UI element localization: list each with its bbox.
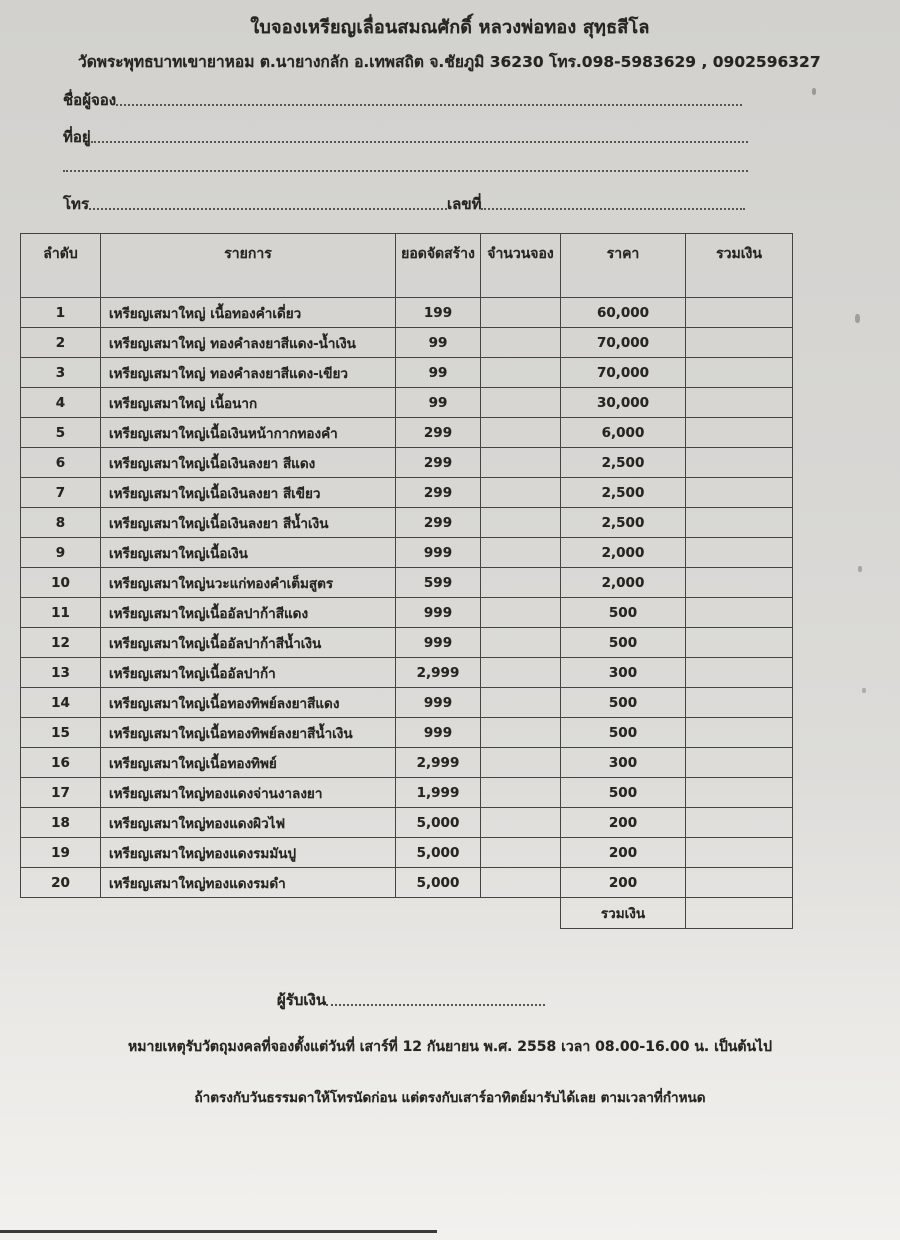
price: 300: [561, 658, 686, 688]
receiver-fill-line: [326, 1004, 545, 1006]
made-count: 99: [396, 358, 481, 388]
phone-fill-line: [89, 208, 447, 210]
summary-spacer: [396, 898, 481, 929]
table-row: [21, 328, 793, 358]
order-qty-cell: [481, 778, 561, 808]
price: 300: [561, 748, 686, 778]
summary-spacer: [21, 898, 101, 929]
receiver-label: ผู้รับเงิน: [277, 991, 327, 1009]
order-qty-cell: [481, 688, 561, 718]
price: 2,500: [561, 478, 686, 508]
col-header-row-no: ลำดับ: [21, 234, 101, 298]
summary-total-label: รวมเงิน: [561, 898, 686, 929]
item-name: เหรียญเสมาใหญ่นวะแก่ทองคำเต็มสูตร: [101, 568, 396, 598]
number-fill-line: [481, 208, 745, 210]
row-no: 12: [21, 628, 101, 658]
made-count: 99: [396, 388, 481, 418]
row-total-cell: [686, 688, 793, 718]
col-header-made-count: ยอดจัดสร้าง: [396, 234, 481, 298]
made-count: 299: [396, 448, 481, 478]
table-row: [21, 448, 793, 478]
order-qty-cell: [481, 328, 561, 358]
order-qty-cell: [481, 838, 561, 868]
item-name: เหรียญเสมาใหญ่ ทองคำลงยาสีแดง-น้ำเงิน: [101, 328, 396, 358]
order-qty-cell: [481, 568, 561, 598]
row-no: 4: [21, 388, 101, 418]
order-qty-cell: [481, 658, 561, 688]
item-name: เหรียญเสมาใหญ่เนื้ออัลปาก้าสีน้ำเงิน: [101, 628, 396, 658]
row-no: 3: [21, 358, 101, 388]
summary-spacer: [101, 898, 396, 929]
order-qty-cell: [481, 868, 561, 898]
orderer-name-fill-line: [116, 104, 742, 106]
row-total-cell: [686, 598, 793, 628]
table-row: [21, 538, 793, 568]
table-row: [21, 628, 793, 658]
address-fill-line-2: [63, 170, 748, 172]
row-no: 19: [21, 838, 101, 868]
scan-speck: [858, 566, 862, 572]
item-name: เหรียญเสมาใหญ่เนื้อทองทิพย์: [101, 748, 396, 778]
summary-total-cell: [686, 898, 793, 929]
item-name: เหรียญเสมาใหญ่ เนื้อทองคำเดี่ยว: [101, 298, 396, 328]
table-header-row: [21, 234, 793, 298]
price: 2,500: [561, 448, 686, 478]
table-row: [21, 718, 793, 748]
table-row: [21, 688, 793, 718]
address-continuation-field: [63, 150, 748, 176]
order-qty-cell: [481, 418, 561, 448]
row-total-cell: [686, 418, 793, 448]
table-row: [21, 508, 793, 538]
table-row: [21, 598, 793, 628]
row-no: 1: [21, 298, 101, 328]
order-qty-cell: [481, 748, 561, 778]
table-row: [21, 298, 793, 328]
made-count: 999: [396, 598, 481, 628]
row-no: 8: [21, 508, 101, 538]
temple-address-line: วัดพระพุทธบาทเขายาหอม ต.นายางกลัก อ.เทพสถิต จ.ชัยภูมิ 36230 โทร.098-5983629 , 0902596327: [78, 53, 821, 71]
receiver-field: [277, 982, 545, 1010]
order-qty-cell: [481, 628, 561, 658]
price: 2,500: [561, 508, 686, 538]
orderer-name-label: ชื่อผู้จอง: [63, 91, 117, 109]
item-name: เหรียญเสมาใหญ่เนื้อเงิน: [101, 538, 396, 568]
row-total-cell: [686, 568, 793, 598]
summary-row: [21, 898, 793, 929]
col-header-order-qty-cell: จำนวนจอง: [481, 234, 561, 298]
price: 500: [561, 778, 686, 808]
pickup-note: หมายเหตุรับวัตถุมงคลที่จองตั้งแต่วันที่ เสาร์ที่ 12 กันยายน พ.ศ. 2558 เวลา 08.00-16.00 น. เป็นต้นไป: [128, 1039, 772, 1055]
made-count: 5,000: [396, 808, 481, 838]
price: 6,000: [561, 418, 686, 448]
row-total-cell: [686, 838, 793, 868]
table-row: [21, 868, 793, 898]
summary-spacer: [481, 898, 561, 929]
table-row: [21, 418, 793, 448]
made-count: 999: [396, 538, 481, 568]
row-total-cell: [686, 718, 793, 748]
col-header-item-name: รายการ: [101, 234, 396, 298]
item-name: เหรียญเสมาใหญ่เนื้อทองทิพย์ลงยาสีแดง: [101, 688, 396, 718]
row-total-cell: [686, 298, 793, 328]
made-count: 2,999: [396, 658, 481, 688]
made-count: 5,000: [396, 868, 481, 898]
item-name: เหรียญเสมาใหญ่ทองแดงผิวไฟ: [101, 808, 396, 838]
scan-speck: [812, 88, 816, 95]
item-name: เหรียญเสมาใหญ่ เนื้อนาก: [101, 388, 396, 418]
row-no: 10: [21, 568, 101, 598]
item-name: เหรียญเสมาใหญ่เนื้อเงินลงยา สีแดง: [101, 448, 396, 478]
made-count: 999: [396, 688, 481, 718]
row-no: 6: [21, 448, 101, 478]
row-no: 2: [21, 328, 101, 358]
order-qty-cell: [481, 358, 561, 388]
price: 2,000: [561, 538, 686, 568]
address-fill-line: [91, 141, 748, 143]
item-name: เหรียญเสมาใหญ่เนื้ออัลปาก้าสีแดง: [101, 598, 396, 628]
table-row: [21, 838, 793, 868]
phone-and-number-field: [63, 186, 745, 214]
item-name: เหรียญเสมาใหญ่เนื้อทองทิพย์ลงยาสีน้ำเงิน: [101, 718, 396, 748]
price: 200: [561, 808, 686, 838]
row-no: 11: [21, 598, 101, 628]
table-row: [21, 778, 793, 808]
table-row: [21, 568, 793, 598]
pickup-note-2: ถ้าตรงกับวันธรรมดาให้โทรนัดก่อน แต่ตรงกับเสาร์อาทิตย์มารับได้เลย ตามเวลาที่กำหนด: [194, 1090, 706, 1106]
row-no: 5: [21, 418, 101, 448]
orderer-name-field: [63, 84, 742, 110]
table-row: [21, 658, 793, 688]
made-count: 5,000: [396, 838, 481, 868]
table-row: [21, 388, 793, 418]
order-table-body: [21, 298, 793, 929]
row-total-cell: [686, 328, 793, 358]
item-name: เหรียญเสมาใหญ่เนื้อเงินลงยา สีน้ำเงิน: [101, 508, 396, 538]
scan-edge-artifact: [0, 1230, 437, 1233]
order-qty-cell: [481, 298, 561, 328]
order-qty-cell: [481, 598, 561, 628]
price: 60,000: [561, 298, 686, 328]
table-row: [21, 358, 793, 388]
price: 70,000: [561, 328, 686, 358]
row-total-cell: [686, 478, 793, 508]
order-table-head: [21, 234, 793, 298]
row-no: 15: [21, 718, 101, 748]
made-count: 999: [396, 628, 481, 658]
row-no: 16: [21, 748, 101, 778]
item-name: เหรียญเสมาใหญ่เนื้อเงินลงยา สีเขียว: [101, 478, 396, 508]
made-count: 299: [396, 508, 481, 538]
row-total-cell: [686, 628, 793, 658]
made-count: 999: [396, 718, 481, 748]
order-qty-cell: [481, 718, 561, 748]
row-no: 14: [21, 688, 101, 718]
address-label: ที่อยู่: [63, 128, 91, 146]
row-total-cell: [686, 448, 793, 478]
price: 200: [561, 868, 686, 898]
made-count: 299: [396, 478, 481, 508]
item-name: เหรียญเสมาใหญ่ทองแดงรมมันปู: [101, 838, 396, 868]
price: 200: [561, 838, 686, 868]
order-qty-cell: [481, 388, 561, 418]
row-total-cell: [686, 658, 793, 688]
made-count: 599: [396, 568, 481, 598]
item-name: เหรียญเสมาใหญ่ทองแดงจ่านงาลงยา: [101, 778, 396, 808]
item-name: เหรียญเสมาใหญ่เนื้อเงินหน้ากากทองคำ: [101, 418, 396, 448]
price: 500: [561, 598, 686, 628]
made-count: 2,999: [396, 748, 481, 778]
price: 500: [561, 688, 686, 718]
table-row: [21, 478, 793, 508]
row-total-cell: [686, 778, 793, 808]
col-header-price: ราคา: [561, 234, 686, 298]
made-count: 199: [396, 298, 481, 328]
row-total-cell: [686, 388, 793, 418]
item-name: เหรียญเสมาใหญ่ทองแดงรมดำ: [101, 868, 396, 898]
scan-speck: [862, 688, 866, 693]
scan-speck: [855, 314, 860, 323]
order-table: [20, 233, 793, 929]
order-qty-cell: [481, 538, 561, 568]
price: 70,000: [561, 358, 686, 388]
price: 500: [561, 718, 686, 748]
phone-label: โทร: [63, 195, 90, 213]
item-name: เหรียญเสมาใหญ่ ทองคำลงยาสีแดง-เขียว: [101, 358, 396, 388]
number-label: เลขที่: [447, 195, 482, 213]
price: 30,000: [561, 388, 686, 418]
row-no: 9: [21, 538, 101, 568]
item-name: เหรียญเสมาใหญ่เนื้ออัลปาก้า: [101, 658, 396, 688]
order-qty-cell: [481, 808, 561, 838]
row-no: 13: [21, 658, 101, 688]
table-row: [21, 748, 793, 778]
col-header-row-total-cell: รวมเงิน: [686, 234, 793, 298]
price: 2,000: [561, 568, 686, 598]
row-total-cell: [686, 358, 793, 388]
row-no: 20: [21, 868, 101, 898]
row-no: 18: [21, 808, 101, 838]
row-no: 7: [21, 478, 101, 508]
table-row: [21, 808, 793, 838]
row-total-cell: [686, 538, 793, 568]
made-count: 99: [396, 328, 481, 358]
row-total-cell: [686, 508, 793, 538]
row-total-cell: [686, 868, 793, 898]
order-qty-cell: [481, 448, 561, 478]
order-qty-cell: [481, 508, 561, 538]
made-count: 299: [396, 418, 481, 448]
order-qty-cell: [481, 478, 561, 508]
price: 500: [561, 628, 686, 658]
row-no: 17: [21, 778, 101, 808]
page-title: ใบจองเหรียญเลื่อนสมณศักดิ์ หลวงพ่อทอง สุทฺธสีโล: [250, 17, 650, 38]
row-total-cell: [686, 808, 793, 838]
address-field: [63, 121, 748, 147]
made-count: 1,999: [396, 778, 481, 808]
row-total-cell: [686, 748, 793, 778]
